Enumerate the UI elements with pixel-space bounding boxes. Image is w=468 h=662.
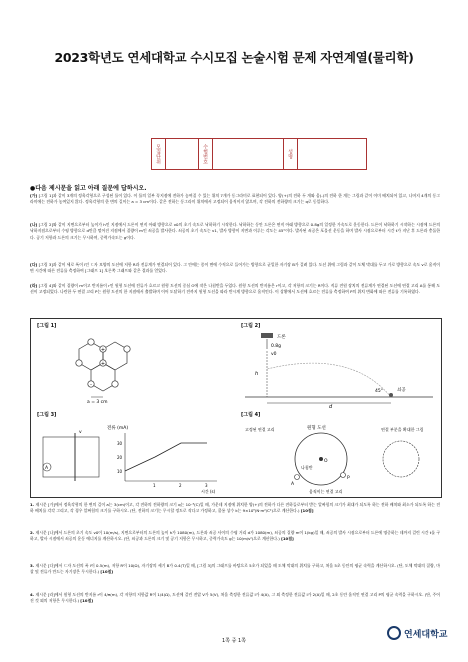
accel-label: 0.8g: [271, 344, 282, 349]
charge-site-empty: [88, 339, 94, 345]
drone-icon: [261, 333, 273, 338]
passage-text: [그림 2]와 같이 지면으로부터 높이가 h인 지점에서 드론이 연직 아래 방향으로 v0의 초기 속도로 낙하하기 시작한다. 낙하하는 동안 드론은 연직 아래 방향으로 0.8g의 일정한 가속도로 운동한다. 드론이 낙하하기 시작하는 시점에 드론의 낙하지점으로부터 수평 방향으로 d만큼 떨어진 지점에서 질량이 m인 쇠공을 발사한다. 쇠공의 초기 속도는 v1, 발사 방향이 지면과 이루는 각도는 45°이다. 발사된 쇠공은 포물선 운동을 하며 발사 시점으로부터 시간 t가 지난 후 드론과 충돌한다. 공기 저항과 드론의 크기는 무시하며, 중력가속도는 g이다.: [30, 222, 440, 240]
y-tick: 10: [117, 469, 123, 474]
figure-4-label: [그림 4]: [241, 412, 261, 418]
charge-site-empty: [124, 346, 130, 352]
passage-na: [30, 222, 440, 241]
charge-positive-symbol: +: [100, 361, 106, 367]
ring-p-label: P: [347, 476, 350, 481]
compass-label: 나침반: [301, 465, 313, 470]
center-label: O: [324, 459, 328, 464]
y-tick: 30: [117, 441, 123, 446]
passage-tag: [다]: [30, 262, 38, 267]
initial-velocity-label: v0: [271, 352, 277, 357]
fixed-ring-label: 고정된 연결 고리: [245, 427, 275, 432]
question-text: 제시문 [다]에서 ㄷ자 도선의 폭 l이 0.5(m), 저항 R이 10(Ω), 자기장의 세기 B가 0.4(T)일 때, [그림 3]의 그래프를 바탕으로 5초가 되었을 때 도체 막대의 위치를 구하고, 처음 5초 동안의 평균 속력을 계산하시오. (단, 도체 막대의 질량, 마찰 및 전류가 만드는 자기장은 무시한다.): [30, 563, 440, 574]
x-tick: 2: [179, 483, 182, 488]
angle-label: 45°: [375, 389, 383, 394]
passage-text: [그림 3]과 같이 세로 폭이 l인 ㄷ자 모양의 도선에 저항 R과 전류계가 연결되어 있다. 그 안에는 종이 면에 수직으로 들어가는 방향으로 균일한 자기장 B가 걸려 있다. 도선 위에 그림과 같이 도체 막대를 두고 가로 방향으로 속도 v로 움직이면 시간에 따른 전류를 측정하여 [그래프 1] 오른쪽 그래프와 같은 결과를 얻었다.: [30, 262, 440, 274]
charge-positive-symbol: +: [100, 347, 106, 353]
page-title: 2023학년도 연세대학교 수시모집 논술시험 문제 자연계열(물리학): [54, 50, 414, 65]
instructions: ●다음 제시문을 읽고 아래 질문에 답하시오.: [30, 185, 147, 192]
x-tick: 3: [205, 483, 208, 488]
figure-2-drone-diagram: [241, 329, 437, 409]
ammeter-label: A: [45, 466, 49, 471]
question-4: [30, 592, 440, 604]
moving-ring-label: 움직이는 연결 고리: [309, 489, 343, 494]
zoom-label: 연결 부분을 확대한 그림: [381, 427, 424, 432]
drone-label: 드론: [277, 335, 286, 340]
id-box: [151, 138, 367, 170]
height-label: h: [255, 371, 259, 377]
question-3: [30, 563, 440, 575]
id-label-major: 모집단위: [152, 139, 166, 169]
ball-label: 쇠공: [397, 388, 406, 393]
y-tick: 20: [117, 455, 123, 460]
fixed-ring-icon: [295, 475, 300, 480]
id-value-number[interactable]: [213, 139, 284, 169]
question-number: 1.: [30, 502, 35, 507]
passage-tag: [나]: [30, 222, 38, 227]
id-value-major[interactable]: [166, 139, 199, 169]
figures-box: [30, 318, 442, 498]
university-emblem-icon: [387, 626, 401, 640]
velocity-label: v: [79, 430, 82, 435]
id-label-name: 성명: [284, 139, 298, 169]
figure-1-label: [그림 1]: [37, 323, 57, 329]
passage-ga: [30, 193, 440, 206]
current-curve: [125, 443, 207, 471]
moving-ring-icon: [341, 473, 346, 478]
figure-3-circuit-and-graph: [37, 419, 233, 495]
question-text: 제시문 [나]에서 드론의 초기 속도 v0이 10(m/s), 지면으로부터의 드론의 높이 h가 1080(m), 드론과 쇠공 사이의 수평 거리 d가 1080(m), 쇠공의 질량 m이 1(kg)일 때, 쇠공의 발사 시점으로부터 드론에 명중하는 데까지 걸린 시간 t를 구하고, 발사 시점에서 쇠공의 운동 에너지를 계산하시오. (단, 쇠공과 드론의 크기 및 공기 저항은 무시하고, 중력가속도 g는 10(m/s²)으로 계산한다.): [30, 530, 440, 541]
passage-tag: [라]: [30, 283, 38, 288]
ring-a-label: A: [291, 482, 295, 487]
figure-2-label: [그림 2]: [241, 323, 261, 329]
graph-y-label: 전류 (mA): [107, 426, 129, 431]
charge-site-empty: [76, 360, 82, 366]
passage-text: [그림 1]과 같이 3개의 정육각형으로 구성된 틀이 있다. 이 틀의 일부 꼭지점에 전하가 놓여질 수 있는 위치 7개가 동그라미로 표현되어 있다. 양(+)의 전하 두 개와 음(-)의 전하 한 개는 그림과 같이 이미 배치되어 있고, 나머지 4개의 동그라미에는 전하가 놓여있지 않다. 정육각형의 한 변의 길이는 a = 3 cm이다. 같은 전하는 동그라미 위치에서 고정되어 움직이지 않으며, 각 전하의 전하량의 크기는 q로 동일하다.: [30, 193, 440, 205]
university-logo: [387, 626, 447, 640]
passage-ra: [30, 283, 440, 296]
center-point: [319, 457, 323, 461]
question-score: [10점]: [80, 598, 94, 603]
charge-negative-symbol: -: [90, 382, 92, 388]
passage-da: [30, 262, 440, 275]
dimension-label: a = 3 cm: [87, 400, 108, 405]
passage-text: [그림 4]와 같이 질량이 m이고 반지름이 r인 원형 도선에 전류가 흐르고 원형 도선의 중심 O에 작은 나침반을 두었다. 원형 도선의 반지름은 r이고, 각 저항의 크기는 R이다. 직류 전원 장치의 전류계가 연결된 도선에 연결 고리 A를 통해 도선이 고정되었다. 나란한 두 연결 고리 P는 원형 도선의 한 지점에서 출발하며 이어 도달하기 전까지 원형 도선을 따라 반시계 방향으로 움직인다. 이 상황에서 도선에 흐르는 전류를 측정하여 P의 위치 변화에 따른 전류를 기록하였다.: [30, 283, 440, 295]
page-footer: 1쪽 중 1쪽: [221, 638, 247, 644]
question-score: [10점]: [281, 536, 294, 541]
graph-x-label: 시간 (s): [201, 489, 216, 494]
question-number: 4.: [30, 592, 35, 597]
x-tick: 1: [153, 483, 156, 488]
charge-site-empty: [112, 381, 118, 387]
question-text: 제시문 [가]에서 정육각형의 한 변의 길이 a는 3(cm)이고, 각 전하의 전하량의 크기 q는 10⁻⁶(C)일 때, 가운데 지점에 위치한 양(+)의 전하가 다른 전하들로부터 받는 알짜힘의 크기가 최대가 되도록 하는 전하 배치와 최소가 되도록 하는 전하 배치를 각각 그리고, 각 경우 알짜힘의 크기를 구하시오. (단, 전하의 크기는 무시할 정도로 작다고 가정하고, 쿨롱 상수 k는 9×10⁹(N·m²/C²)으로 계산한다.): [30, 502, 440, 513]
question-number: 2.: [30, 530, 35, 535]
distance-label: d: [329, 404, 333, 409]
id-value-name[interactable]: [298, 139, 358, 169]
figure-4-coil-diagram: [241, 419, 437, 495]
question-number: 3.: [30, 563, 35, 568]
logo-text: 연세대학교: [404, 629, 448, 640]
ball-icon: [389, 393, 393, 397]
question-score: [10점]: [100, 569, 114, 574]
question-score: [10점]: [300, 508, 314, 513]
question-text: 제시문 [라]에서 원형 도선의 반지름 r이 4/π(m), 각 저항의 저항값 R이 1/4(Ω), 도선에 걸린 전압 V가 5(V), 처음 측정한 전류값 I가 4(A), 그 외 측정한 전류값 I가 2(A)일 때, 2초 동안 움직인 연결 고리 P의 평균 속력을 구하시오. (단, 주어진 것 외의 저항은 무시한다.): [30, 592, 440, 603]
figure-3-label: [그림 3]: [37, 412, 57, 418]
zoom-circle: [383, 441, 419, 477]
question-1: [30, 502, 440, 514]
question-2: [30, 530, 440, 542]
coil-label: 원형 도선: [307, 426, 326, 431]
figure-1-hex-lattice: [41, 331, 221, 407]
passage-tag: [가]: [30, 193, 38, 198]
id-label-number: 수험번호: [199, 139, 213, 169]
